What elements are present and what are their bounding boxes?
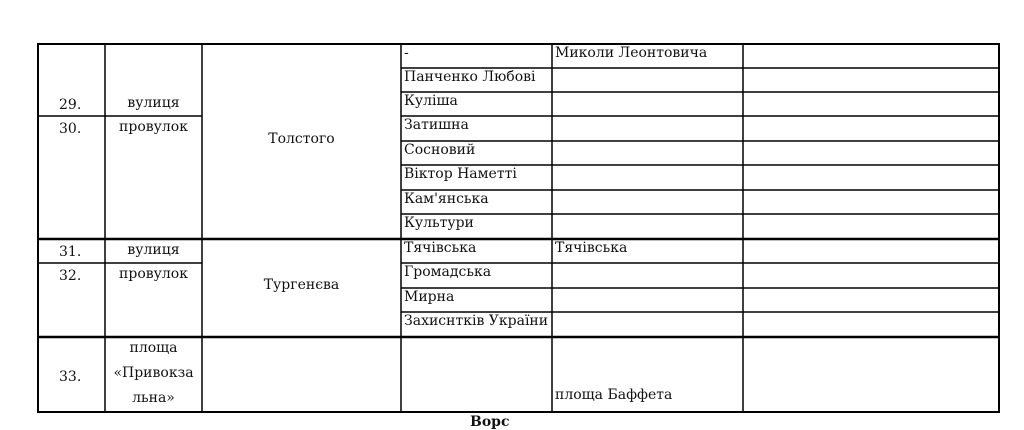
group-name: Толстого — [268, 131, 335, 147]
object-type: провулок — [119, 119, 188, 135]
old-name-cell: Панченко Любові — [404, 69, 536, 85]
old-name-cell: Затишна — [404, 117, 469, 133]
new-name-cell: Миколи Леонтовича — [555, 45, 708, 61]
object-type: провулок — [119, 266, 188, 282]
old-name-cell: Захиснтків України — [404, 313, 549, 329]
object-type: площа — [129, 340, 178, 356]
caption-fragment: Ворс — [470, 414, 510, 430]
old-name-cell: Громадська — [404, 264, 492, 280]
row-number: 31. — [59, 244, 82, 260]
new-name-cell: Тячівська — [555, 240, 628, 256]
object-type: льна» — [132, 390, 175, 406]
street-renaming-table — [37, 43, 1000, 413]
old-name-cell: Куліша — [404, 93, 458, 109]
old-name-cell: - — [404, 45, 409, 61]
row-number: 30. — [59, 121, 82, 137]
row-number: 29. — [59, 97, 82, 113]
object-type: вулиця — [127, 95, 180, 111]
old-name-cell: Тячівська — [404, 240, 477, 256]
old-name-cell: Мирна — [404, 289, 455, 305]
old-name-cell: Кам'янська — [404, 191, 489, 207]
old-name-cell: Культури — [404, 215, 474, 231]
group-name: Тургенєва — [263, 277, 340, 293]
row-number: 32. — [59, 268, 82, 284]
row-number: 33. — [59, 369, 82, 385]
old-name-cell: Віктор Наметті — [404, 166, 517, 182]
old-name-cell: Сосновий — [404, 142, 476, 158]
object-type: «Привокза — [113, 365, 194, 381]
object-type: вулиця — [127, 242, 180, 258]
new-name-cell: площа Баффета — [555, 387, 673, 403]
